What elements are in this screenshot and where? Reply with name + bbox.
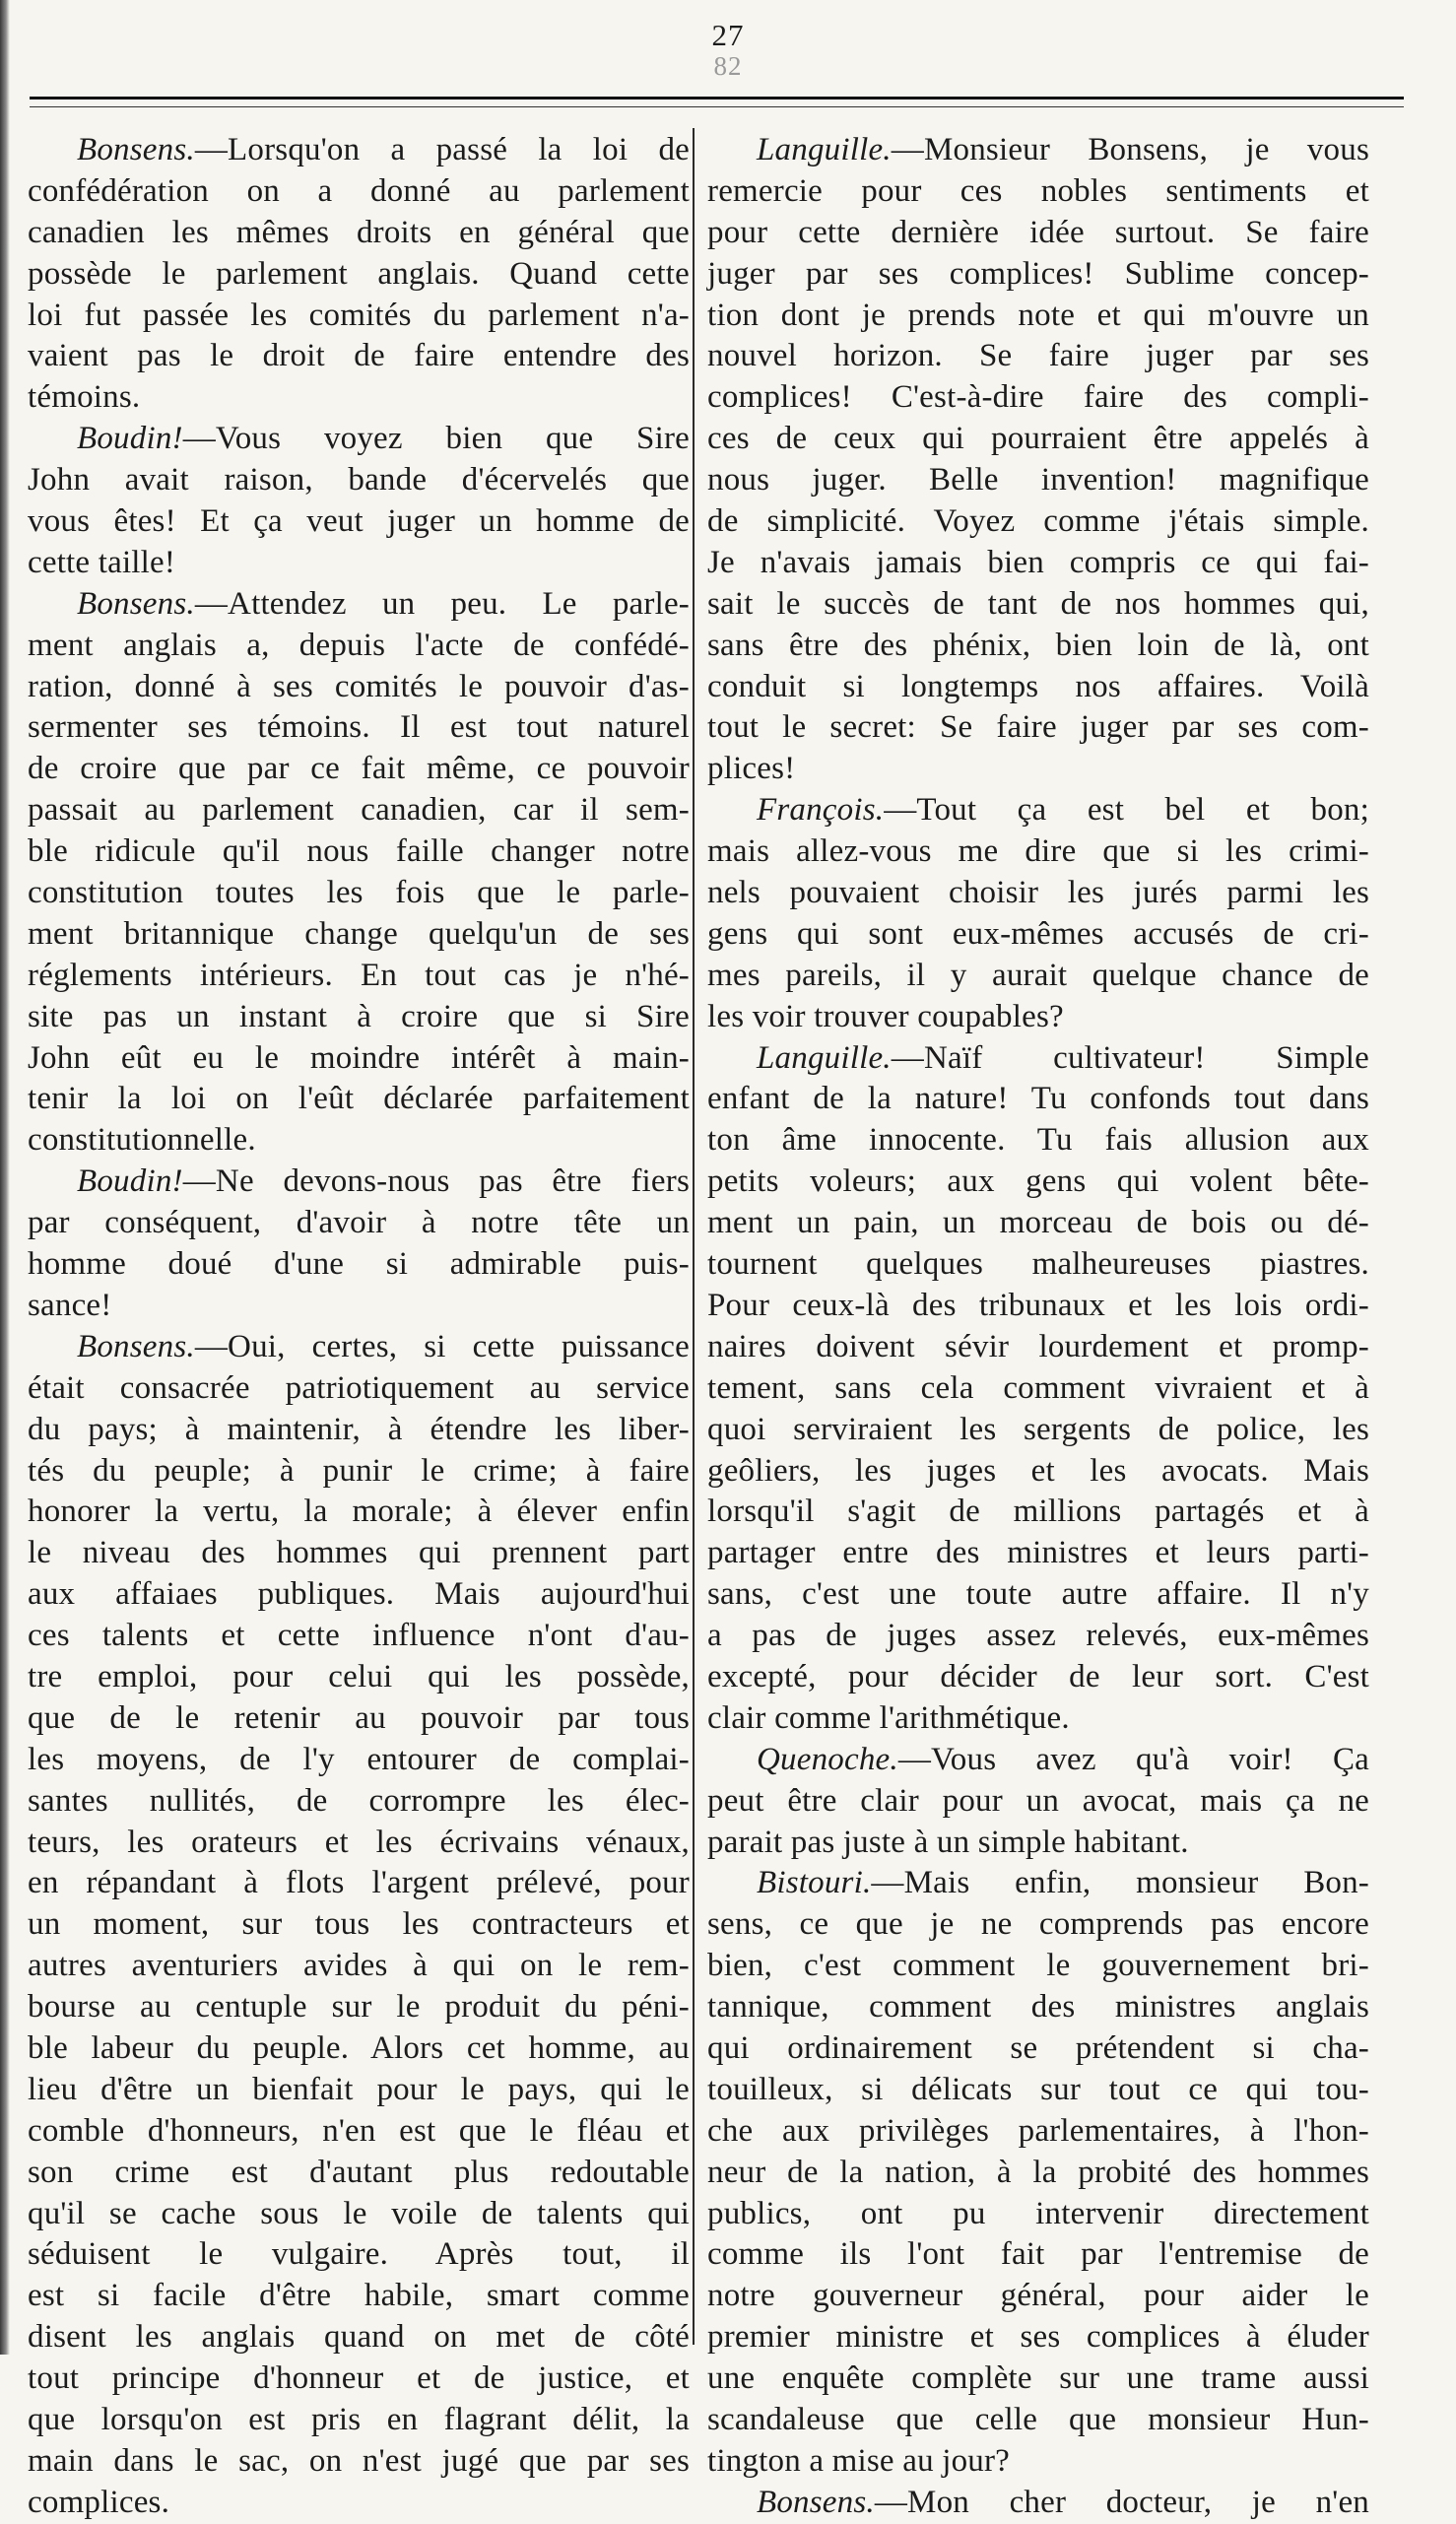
speaker-name: Bonsens. [77, 1328, 195, 1364]
line-text: juger par ses complices! Sublime concep- [707, 255, 1369, 292]
text-line [28, 914, 690, 956]
text-line [707, 2400, 1369, 2441]
text-line [707, 749, 1369, 790]
text-line [707, 543, 1369, 584]
speaker-name: Bonsens. [77, 132, 195, 167]
text-line [707, 1451, 1369, 1493]
text-line [707, 296, 1369, 337]
text-line [707, 914, 1369, 956]
line-text: est si facile d'être habile, smart comme [28, 2278, 690, 2314]
line-text: sens, ce que je ne comprends pas encore [707, 1906, 1369, 1943]
line-text: tout principe d'honneur et de justice, et [28, 2360, 690, 2397]
text-line [28, 997, 690, 1038]
text-line [707, 171, 1369, 213]
text-line [707, 997, 1369, 1038]
line-text: les voir trouver coupables? [707, 998, 1064, 1034]
line-text: pour cette dernière idée surtout. Se faire [707, 214, 1369, 250]
text-line [707, 2111, 1369, 2153]
line-text: sans être des phénix, bien loin de là, ont [707, 627, 1369, 663]
line-text: ces talents et cette influence n'ont d'au- [28, 1618, 690, 1654]
text-line [28, 1823, 690, 1864]
text-line [707, 584, 1369, 626]
text-line [707, 2194, 1369, 2235]
speaker-name: Boudin! [77, 421, 183, 457]
line-text: possède le parlement anglais. Quand cette [28, 255, 690, 292]
text-line [28, 1451, 690, 1493]
line-text: parait pas juste à un simple habitant. [707, 1824, 1189, 1860]
text-line [707, 419, 1369, 460]
text-line [707, 1574, 1369, 1616]
text-line [28, 336, 690, 377]
text-line [28, 2070, 690, 2111]
line-text: son crime est d'autant plus redoutable [28, 2154, 690, 2190]
line-text: partager entre des ministres et leurs parti- [707, 1535, 1369, 1571]
line-text: nous juger. Belle invention! magnifique [707, 462, 1369, 498]
line-text: ton âme innocente. Tu fais allusion aux [707, 1122, 1369, 1159]
text-line [28, 584, 690, 626]
column-divider [693, 128, 695, 2345]
line-text: plices! [707, 751, 796, 787]
line-text: par conséquent, d'avoir à notre tête un [28, 1205, 690, 1241]
line-text: ment britannique change quelqu'un de ses [28, 915, 690, 952]
line-text: excepté, pour décider de leur sort. C'est [707, 1658, 1369, 1694]
line-text: site pas un instant à croire que si Sire [28, 998, 690, 1034]
text-line [707, 1410, 1369, 1451]
text-line [28, 2028, 690, 2070]
line-text: naires doivent sévir lourdement et promp- [707, 1328, 1369, 1364]
speaker-name: François. [757, 792, 885, 829]
line-text: était consacrée patriotiquement au service [28, 1369, 690, 1406]
text-line [28, 2153, 690, 2194]
line-text: sans, c'est une toute autre affaire. Il n'y [707, 1576, 1369, 1613]
line-text: séduisent le vulgaire. Après tout, il [28, 2236, 690, 2273]
header-rule [30, 97, 1404, 100]
text-line [707, 1740, 1369, 1781]
line-text: ble ridicule qu'il nous faille changer notre [28, 833, 690, 870]
text-line [707, 1327, 1369, 1368]
line-text: ble labeur du peuple. Alors cet homme, au [28, 2029, 690, 2066]
line-text: remercie pour ces nobles sentiments et [707, 172, 1369, 209]
line-text: —Naïf cultivateur! Simple [891, 1039, 1369, 1076]
text-line [28, 1863, 690, 1904]
speaker-name: Languille. [757, 132, 892, 167]
text-line [707, 254, 1369, 296]
line-text: de simplicité. Voyez comme j'étais simple. [707, 503, 1369, 540]
line-text: ration, donné à ses comités le pouvoir d'as- [28, 668, 690, 704]
text-line [28, 1781, 690, 1823]
line-text: enfant de la nature! Tu confonds tout dans [707, 1081, 1369, 1117]
text-line [707, 2441, 1369, 2483]
text-line [28, 626, 690, 667]
text-line [707, 2358, 1369, 2400]
text-line [28, 873, 690, 914]
speaker-name: Quenoche. [757, 1741, 898, 1777]
text-line [707, 377, 1369, 419]
text-line [707, 1781, 1369, 1823]
line-text: sait le succès de tant de nos hommes qui, [707, 585, 1369, 622]
line-text: complices! C'est-à-dire faire des compli- [707, 379, 1369, 416]
text-line [707, 873, 1369, 914]
line-text: ment un pain, un morceau de bois ou dé- [707, 1205, 1369, 1241]
text-line [28, 1079, 690, 1120]
line-text: John avait raison, bande d'écervelés que [28, 462, 690, 498]
line-text: —Mais enfin, monsieur Bon- [871, 1865, 1369, 1901]
line-text: —Mon cher docteur, je n'en [874, 2484, 1369, 2520]
line-text: neur de la nation, à la probité des hommes [707, 2154, 1369, 2190]
text-line [707, 1823, 1369, 1864]
text-line [707, 130, 1369, 171]
header-rule-thin [30, 106, 1404, 107]
text-line [707, 1987, 1369, 2028]
line-text: John eût eu le moindre intérêt à main- [28, 1039, 690, 1076]
text-line [28, 419, 690, 460]
text-line [28, 254, 690, 296]
text-line [707, 1657, 1369, 1698]
line-text: passait au parlement canadien, car il sem- [28, 792, 690, 829]
text-line [707, 2028, 1369, 2070]
text-line [707, 501, 1369, 543]
text-line [28, 1286, 690, 1327]
text-line [28, 1410, 690, 1451]
line-text: tington a mise au jour? [707, 2442, 1011, 2479]
right-column [707, 130, 1369, 2520]
text-line [28, 2276, 690, 2317]
line-text: loi fut passée les comités du parlement n'a- [28, 297, 690, 333]
line-text: petits voleurs; aux gens qui volent bête- [707, 1163, 1369, 1200]
line-text: tement, sans cela comment vivraient et à [707, 1369, 1369, 1406]
line-text: canadien les mêmes droits en général que [28, 214, 690, 250]
line-text: lieu d'être un bienfait pour le pays, qui le [28, 2071, 690, 2107]
text-line [707, 707, 1369, 749]
text-line [707, 2276, 1369, 2317]
line-text: comble d'honneurs, n'en est que le fléau et [28, 2112, 690, 2149]
line-text: scandaleuse que celle que monsieur Hun- [707, 2401, 1369, 2437]
line-text: bien, c'est comment le gouvernement bri- [707, 1948, 1369, 1984]
line-text: a pas de juges assez relevés, eux-mêmes [707, 1618, 1369, 1654]
text-line [707, 2483, 1369, 2524]
line-text: qui ordinairement se prétendent si cha- [707, 2029, 1369, 2066]
text-line [28, 956, 690, 997]
text-line [28, 1987, 690, 2028]
text-line [28, 296, 690, 337]
text-line [28, 1203, 690, 1244]
text-line [707, 1203, 1369, 1244]
line-text: tés du peuple; à punir le crime; à faire [28, 1452, 690, 1489]
line-text: santes nullités, de corrompre les élec- [28, 1782, 690, 1819]
text-line [707, 1904, 1369, 1946]
text-line [707, 1616, 1369, 1657]
text-line [707, 2153, 1369, 2194]
line-text: che aux privilèges parlementaires, à l'hon- [707, 2112, 1369, 2149]
line-text: vous êtes! Et ça veut juger un homme de [28, 503, 690, 540]
text-line [707, 1698, 1369, 1740]
text-line [28, 2483, 690, 2524]
text-line [707, 1038, 1369, 1080]
text-line [707, 1286, 1369, 1327]
line-text: sermenter ses témoins. Il est tout naturel [28, 709, 690, 746]
line-text: premier ministre et ses complices à éluder [707, 2319, 1369, 2356]
page-number: 27 [711, 18, 745, 52]
speaker-name: Bonsens. [77, 585, 195, 622]
line-text: clair comme l'arithmétique. [707, 1699, 1070, 1736]
text-line [28, 543, 690, 584]
text-line [28, 1120, 690, 1162]
line-text: constitutionnelle. [28, 1122, 256, 1159]
text-line [707, 1079, 1369, 1120]
text-line [28, 1038, 690, 1080]
line-text: conduit si longtemps nos affaires. Voilà [707, 668, 1369, 704]
line-text: les moyens, de l'y entourer de complai- [28, 1741, 690, 1777]
text-line [28, 1327, 690, 1368]
line-text: cette taille! [28, 544, 176, 580]
text-line [28, 213, 690, 254]
line-text: —Lorsqu'on a passé la loi de [194, 132, 690, 167]
line-text: du pays; à maintenir, à étendre les liber- [28, 1411, 690, 1447]
line-text: disent les anglais quand on met de côté [28, 2319, 690, 2356]
text-line [28, 1244, 690, 1286]
line-text: comme ils l'ont fait par l'entremise de [707, 2236, 1369, 2273]
line-text: tre emploi, pour celui qui les possède, [28, 1658, 690, 1694]
line-text: homme doué d'une si admirable puis- [28, 1246, 690, 1283]
speaker-name: Languille. [757, 1039, 892, 1076]
line-text: —Vous avez qu'à voir! Ça [897, 1741, 1369, 1777]
line-text: une enquête complète sur une trame aussi [707, 2360, 1369, 2397]
line-text: ces de ceux qui pourraient être appelés à [707, 421, 1369, 457]
speaker-name: Bistouri. [757, 1865, 872, 1901]
text-line [707, 667, 1369, 708]
text-line [28, 2194, 690, 2235]
text-line [28, 749, 690, 790]
text-line [707, 831, 1369, 873]
text-line [28, 831, 690, 873]
text-line [28, 2111, 690, 2153]
text-line [707, 1863, 1369, 1904]
left-column [28, 130, 690, 2520]
scan-edge [0, 0, 10, 2355]
text-line [28, 2234, 690, 2276]
line-text: confédération on a donné au parlement [28, 172, 690, 209]
text-line [707, 1492, 1369, 1533]
text-line [28, 460, 690, 501]
text-line [707, 2317, 1369, 2358]
text-line [707, 1946, 1369, 1987]
line-text: Je n'avais jamais bien compris ce qui fai- [707, 544, 1369, 580]
text-line [707, 1162, 1369, 1203]
line-text: constitution toutes les fois que le parle- [28, 875, 690, 911]
text-line [28, 2400, 690, 2441]
line-text: teurs, les orateurs et les écrivains vénaux, [28, 1824, 690, 1860]
line-text: Pour ceux-là des tribunaux et les lois ordi- [707, 1287, 1369, 1323]
line-text: geôliers, les juges et les avocats. Mais [707, 1452, 1369, 1489]
text-line [28, 1162, 690, 1203]
text-line [28, 1698, 690, 1740]
text-line [707, 1120, 1369, 1162]
text-line [28, 2441, 690, 2483]
text-line [28, 2317, 690, 2358]
text-line [707, 790, 1369, 831]
line-text: mais allez-vous me dire que si les crimi- [707, 833, 1369, 870]
text-line [28, 1533, 690, 1574]
line-text: —Oui, certes, si cette puissance [194, 1328, 690, 1364]
line-text: qu'il se cache sous le voile de talents qui [28, 2195, 690, 2231]
text-line [707, 336, 1369, 377]
line-text: aux affaiaes publiques. Mais aujourd'hui [28, 1576, 690, 1613]
line-text: quoi serviraient les sergents de police, les [707, 1411, 1369, 1447]
line-text: nouvel horizon. Se faire juger par ses [707, 338, 1369, 374]
text-line [28, 1946, 690, 1987]
text-line [28, 790, 690, 831]
line-text: tenir la loi on l'eût déclarée parfaitement [28, 1081, 690, 1117]
text-line [707, 956, 1369, 997]
line-text: bourse au centuple sur le produit du péni- [28, 1989, 690, 2026]
text-line [28, 130, 690, 171]
line-text: —Vous voyez bien que Sire [182, 421, 690, 457]
line-text: que lorsqu'on est pris en flagrant délit, la [28, 2401, 690, 2437]
line-text: notre gouverneur général, pour aider le [707, 2278, 1369, 2314]
line-text: vaient pas le droit de faire entendre des [28, 338, 690, 374]
text-line [707, 1244, 1369, 1286]
line-text: peut être clair pour un avocat, mais ça ne [707, 1782, 1369, 1819]
line-text: ment anglais a, depuis l'acte de confédé- [28, 627, 690, 663]
text-line [707, 626, 1369, 667]
line-text: que de le retenir au pouvoir par tous [28, 1699, 690, 1736]
text-line [707, 2234, 1369, 2276]
text-line [28, 2358, 690, 2400]
line-text: publics, ont pu intervenir directement [707, 2195, 1369, 2231]
text-line [28, 501, 690, 543]
text-line [28, 377, 690, 419]
line-text: un moment, sur tous les contracteurs et [28, 1906, 690, 1943]
line-text: honorer la vertu, la morale; à élever enfin [28, 1494, 690, 1530]
text-line [28, 1657, 690, 1698]
line-text: mes pareils, il y aurait quelque chance de [707, 957, 1369, 993]
line-text: —Attendez un peu. Le parle- [194, 585, 690, 622]
line-text: gens qui sont eux-mêmes accusés de cri- [707, 915, 1369, 952]
line-text: nels pouvaient choisir les jurés parmi les [707, 875, 1369, 911]
bleed-through-page-number: 82 [713, 51, 743, 81]
text-line [28, 1574, 690, 1616]
line-text: sance! [28, 1287, 112, 1323]
text-line [28, 1904, 690, 1946]
text-line [28, 1616, 690, 1657]
line-text: en répandant à flots l'argent prélevé, pour [28, 1865, 690, 1901]
text-line [707, 1368, 1369, 1410]
line-text: tournent quelques malheureuses piastres. [707, 1246, 1369, 1283]
line-text: autres aventuriers avides à qui on le rem- [28, 1948, 690, 1984]
line-text: témoins. [28, 379, 141, 416]
text-line [28, 1368, 690, 1410]
text-line [707, 2070, 1369, 2111]
line-text: le niveau des hommes qui prennent part [28, 1535, 690, 1571]
text-line [28, 171, 690, 213]
line-text: touilleux, si délicats sur tout ce qui tou- [707, 2071, 1369, 2107]
line-text: tannique, comment des ministres anglais [707, 1989, 1369, 2026]
text-line [28, 1492, 690, 1533]
text-line [28, 707, 690, 749]
text-line [707, 460, 1369, 501]
speaker-name: Boudin! [77, 1163, 183, 1200]
line-text: —Monsieur Bonsens, je vous [891, 132, 1369, 167]
text-line [28, 1740, 690, 1781]
speaker-name: Bonsens. [757, 2484, 875, 2520]
text-line [28, 667, 690, 708]
text-line [707, 213, 1369, 254]
line-text: —Ne devons-nous pas être fiers [182, 1163, 690, 1200]
line-text: de croire que par ce fait même, ce pouvoir [28, 751, 690, 787]
line-text: main dans le sac, on n'est jugé que par ses [28, 2442, 690, 2479]
line-text: lorsqu'il s'agit de millions partagés et à [707, 1494, 1369, 1530]
line-text: tion dont je prends note et qui m'ouvre un [707, 297, 1369, 333]
line-text: —Tout ça est bel et bon; [884, 792, 1369, 829]
line-text: réglements intérieurs. En tout cas je n'hé- [28, 957, 690, 993]
text-line [707, 1533, 1369, 1574]
line-text: complices. [28, 2484, 170, 2520]
line-text: tout le secret: Se faire juger par ses com- [707, 709, 1369, 746]
